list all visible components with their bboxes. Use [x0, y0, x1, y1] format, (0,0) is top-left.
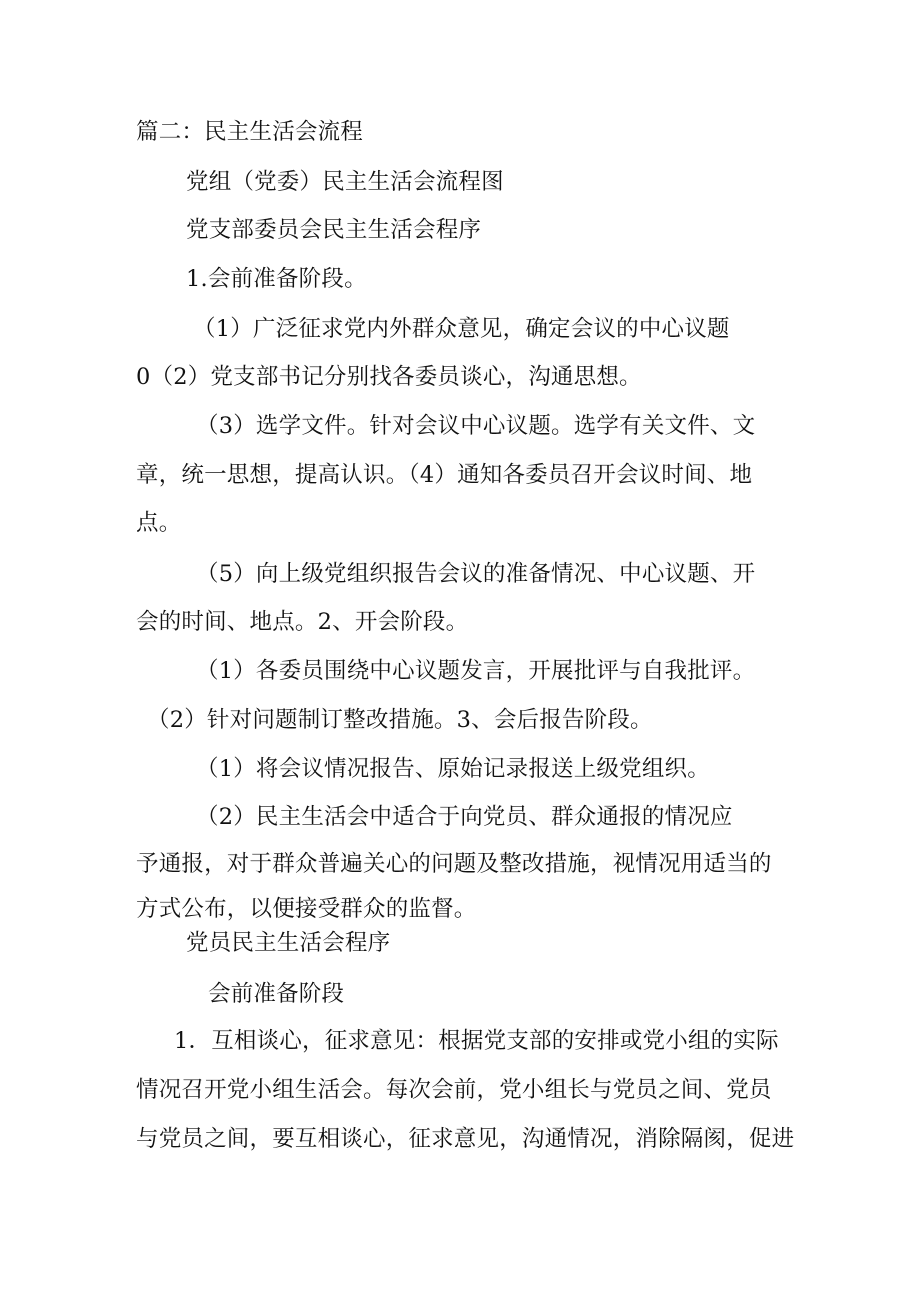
text-line: 0（2）党支部书记分别找各委员谈心，沟通思想。 [136, 364, 642, 390]
section-title: 篇二：民主生活会流程 [136, 119, 364, 145]
text-line: 会的时间、地点。2、开会阶段。 [136, 609, 469, 635]
text-line: 会前准备阶段 [208, 981, 345, 1007]
text-line: （5）向上级党组织报告会议的准备情况、中心议题、开 [196, 561, 756, 587]
text-line: 1．互相谈心，征求意见：根据党支部的安排或党小组的实际 [174, 1028, 779, 1054]
text-line: （1）将会议情况报告、原始记录报送上级党组织。 [196, 756, 710, 782]
text-line: 党组（党委）民主生活会流程图 [186, 169, 504, 195]
text-line: 章，统一思想，提高认识。（4）通知各委员召开会议时间、地 [136, 462, 753, 488]
text-line: 与党员之间，要互相谈心，征求意见，沟通情况，消除隔阂，促进 [136, 1126, 795, 1152]
text-line: 点。 [136, 510, 182, 536]
text-line: 党员民主生活会程序 [186, 930, 391, 956]
text-line: （2）民主生活会中适合于向党员、群众通报的情况应 [196, 804, 733, 830]
text-line: （1）各委员围绕中心议题发言，开展批评与自我批评。 [196, 658, 756, 684]
text-line: 党支部委员会民主生活会程序 [186, 217, 482, 243]
text-line: 1.会前准备阶段。 [186, 266, 367, 292]
text-line: 予通报，对于群众普遍关心的问题及整改措施，视情况用适当的 [136, 851, 772, 877]
text-line: （1）广泛征求党内外群众意见，确定会议的中心议题 [193, 316, 730, 342]
text-line: （2）针对问题制订整改措施。3、会后报告阶段。 [147, 707, 653, 733]
text-line: （3）选学文件。针对会议中心议题。选学有关文件、文 [196, 413, 756, 439]
text-line: 情况召开党小组生活会。每次会前，党小组长与党员之间、党员 [136, 1077, 772, 1103]
text-line: 方式公布，以便接受群众的监督。 [136, 896, 477, 922]
